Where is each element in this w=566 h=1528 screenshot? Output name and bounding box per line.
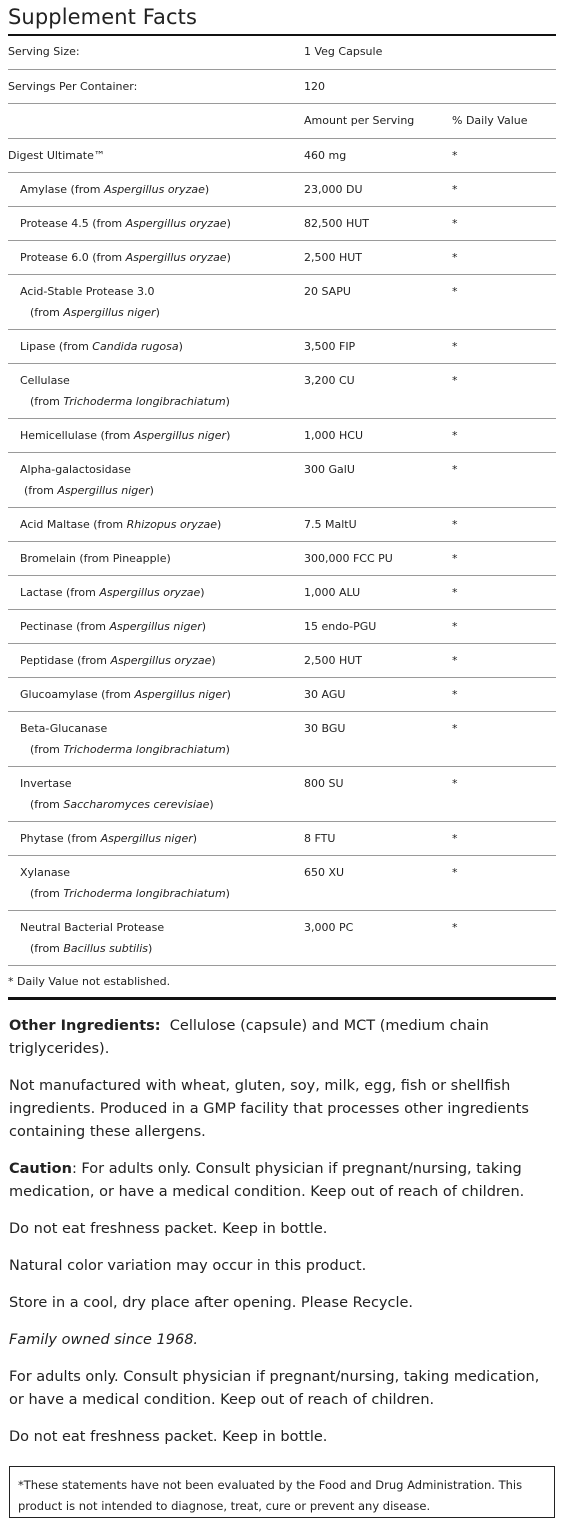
ingredient-name [8, 145, 298, 166]
ingredient-name: Peptidase (from Aspergillus oryzae) [20, 654, 216, 667]
ingredient-daily-value: * [452, 722, 458, 735]
ingredient-amount: 300,000 FCC PU [304, 552, 393, 565]
family-text: Family owned since 1968. [9, 1332, 199, 1348]
caution-text: : For adults only. Consult physician if pregnant/nursing, taking medication, or have a medical condition. Keep out of reach of children. [9, 1161, 525, 1200]
source-organism: Aspergillus niger [109, 620, 202, 633]
ingredient-amount: 30 AGU [304, 688, 346, 701]
source-organism: Aspergillus niger [133, 429, 227, 442]
ingredient-label: Neutral Bacterial Protease [20, 921, 165, 934]
ingredient-label: Phytase (from [20, 832, 101, 845]
ingredient-row [8, 644, 556, 678]
ingredient-label: Pectinase (from [20, 620, 110, 633]
ingredient-name: Glucoamylase (from Aspergillus niger) [20, 688, 231, 701]
ingredient-daily-value: * [452, 429, 458, 442]
ingredient-label: Acid Maltase (from [20, 518, 127, 531]
adults-statement: For adults only. Consult physician if pregnant/nursing, taking medication, or have a medical condition. Keep out of reach of children. [9, 1369, 540, 1408]
ingredient-label: Protease 6.0 (from [20, 251, 126, 264]
ingredient-row [8, 856, 556, 911]
ingredient-name [20, 459, 310, 501]
ingredient-amount: 2,500 HUT [304, 251, 363, 264]
ingredient-row [8, 275, 556, 330]
ingredient-row [8, 542, 556, 576]
ingredient-amount: 8 FTU [304, 832, 336, 845]
ingredient-row [8, 453, 556, 508]
ingredient-daily-value: * [452, 251, 458, 264]
ingredient-daily-value: * [452, 586, 458, 599]
ingredient-row [8, 911, 556, 966]
ingredient-amount: 3,200 CU [304, 374, 355, 387]
ingredient-daily-value: * [452, 777, 458, 790]
ingredient-name: Protease 6.0 (from Aspergillus oryzae) [20, 251, 231, 264]
ingredient-daily-value: * [452, 518, 458, 531]
ingredient-row [8, 712, 556, 767]
ingredient-daily-value: * [452, 921, 458, 934]
ingredient-label: Peptidase (from [20, 654, 111, 667]
header-row [8, 104, 556, 139]
ingredient-label: Protease 4.5 (from [20, 217, 126, 230]
ingredient-daily-value: * [452, 217, 458, 230]
panel-title: Supplement Facts [8, 5, 197, 29]
servings-label: Servings Per Container: [8, 80, 138, 93]
ingredient-amount: 20 SAPU [304, 285, 351, 298]
ingredient-daily-value: * [452, 654, 458, 667]
ingredient-row [8, 576, 556, 610]
ingredient-name: Acid Maltase (from Rhizopus oryzae) [20, 518, 222, 531]
ingredient-row [8, 173, 556, 207]
source-organism: Aspergillus niger [100, 832, 193, 845]
ingredient-name [20, 917, 310, 959]
ingredient-label: Xylanase [20, 866, 71, 879]
ingredient-amount: 2,500 HUT [304, 654, 363, 667]
family-statement [9, 1329, 549, 1352]
source-prefix: (from [30, 743, 64, 756]
ingredient-amount: 15 endo-PGU [304, 620, 377, 633]
label-text [9, 1015, 549, 1463]
ingredient-amount: 460 mg [304, 149, 347, 162]
ingredient-amount: 23,000 DU [304, 183, 363, 196]
ingredient-label: Alpha-galactosidase [20, 463, 131, 476]
source-organism: Saccharomyces cerevisiae [63, 798, 210, 811]
ingredient-amount: 650 XU [304, 866, 345, 879]
serving-size-value: 1 Veg Capsule [304, 45, 383, 58]
source-organism: Aspergillus niger [57, 484, 150, 497]
freshness-statement-2: Do not eat freshness packet. Keep in bottle. [9, 1429, 328, 1445]
fda-disclaimer: *These statements have not been evaluated by the Food and Drug Administration. This product is not intended to diagnose, treat, cure or prevent any disease. [9, 1466, 555, 1518]
source-organism: Candida rugosa [92, 340, 179, 353]
serving-size-label: Serving Size: [8, 45, 80, 58]
ingredient-row [8, 364, 556, 419]
footnote-divider [8, 997, 556, 1000]
ingredient-daily-value: * [452, 832, 458, 845]
ingredient-name: Hemicellulase (from Aspergillus niger) [20, 429, 231, 442]
servings-value: 120 [304, 80, 325, 93]
color-statement: Natural color variation may occur in this product. [9, 1258, 367, 1274]
ingredient-list [8, 139, 556, 966]
serving-size-row [8, 35, 556, 70]
ingredient-amount: 7.5 MaltU [304, 518, 357, 531]
source-prefix: (from [24, 484, 58, 497]
ingredient-name: Protease 4.5 (from Aspergillus oryzae) [20, 217, 231, 230]
ingredient-row [8, 139, 556, 173]
ingredient-name [20, 862, 310, 904]
ingredient-name [20, 370, 310, 412]
ingredient-row [8, 330, 556, 364]
ingredient-daily-value: * [452, 285, 458, 298]
ingredient-name [20, 718, 310, 760]
ingredient-label: Lipase (from [20, 340, 93, 353]
ingredient-name: Lipase (from Candida rugosa) [20, 340, 183, 353]
ingredient-amount: 1,000 ALU [304, 586, 361, 599]
ingredient-label: Hemicellulase (from [20, 429, 134, 442]
ingredient-row [8, 207, 556, 241]
ingredient-name [20, 773, 310, 815]
ingredient-name: Amylase (from Aspergillus oryzae) [20, 183, 210, 196]
amount-header: Amount per Serving [304, 114, 415, 127]
ingredient-daily-value: * [452, 866, 458, 879]
ingredient-row [8, 822, 556, 856]
ingredient-name [20, 281, 310, 323]
ingredient-daily-value: * [452, 374, 458, 387]
ingredient-daily-value: * [452, 688, 458, 701]
other-ingredients [9, 1015, 549, 1061]
ingredient-label: Cellulase [20, 374, 70, 387]
caution-label: Caution [9, 1161, 72, 1177]
source-prefix: (from [30, 887, 64, 900]
allergen-statement: Not manufactured with wheat, gluten, soy, milk, egg, fish or shellfish ingredients. Produced in a GMP facility that processes other ingredients containing these allergens. [9, 1078, 529, 1140]
facts-table [8, 35, 556, 1000]
source-prefix: (from [30, 942, 64, 955]
ingredient-daily-value: * [452, 340, 458, 353]
source-organism: Trichoderma longibrachiatum [63, 887, 226, 900]
ingredient-label: Beta-Glucanase [20, 722, 108, 735]
ingredient-amount: 1,000 HCU [304, 429, 363, 442]
ingredient-daily-value: * [452, 149, 458, 162]
ingredient-label: Invertase [20, 777, 72, 790]
ingredient-amount: 30 BGU [304, 722, 346, 735]
ingredient-source-line: (from Aspergillus niger) [30, 306, 160, 319]
ingredient-row [8, 678, 556, 712]
ingredient-label: Glucoamylase (from [20, 688, 135, 701]
ingredient-source-line: (from Saccharomyces cerevisiae) [30, 798, 214, 811]
source-organism: Aspergillus oryzae [125, 217, 227, 230]
ingredient-label: Digest Ultimate™ [8, 149, 105, 162]
ingredient-source-line: (from Bacillus subtilis) [30, 942, 153, 955]
ingredient-amount: 300 GalU [304, 463, 355, 476]
ingredient-row [8, 610, 556, 644]
source-organism: Aspergillus niger [63, 306, 156, 319]
daily-value-footnote: * Daily Value not established. [8, 975, 171, 988]
ingredient-row [8, 241, 556, 275]
ingredient-source-line: (from Trichoderma longibrachiatum) [30, 395, 230, 408]
ingredient-amount: 3,500 FIP [304, 340, 356, 353]
source-prefix: (from [30, 306, 64, 319]
source-organism: Bacillus subtilis [63, 942, 148, 955]
ingredient-daily-value: * [452, 620, 458, 633]
ingredient-source-line: (from Trichoderma longibrachiatum) [30, 887, 230, 900]
ingredient-amount: 82,500 HUT [304, 217, 370, 230]
other-ingredients-text: Cellulose (capsule) and MCT (medium chain triglycerides). [9, 1018, 489, 1057]
ingredient-daily-value: * [452, 183, 458, 196]
ingredient-amount: 3,000 PC [304, 921, 354, 934]
source-prefix: (from [30, 395, 64, 408]
source-organism: Aspergillus oryzae [110, 654, 212, 667]
ingredient-name: Pectinase (from Aspergillus niger) [20, 620, 207, 633]
dv-header: % Daily Value [452, 114, 528, 127]
ingredient-name: Lactase (from Aspergillus oryzae) [20, 586, 205, 599]
ingredient-source-line: (from Trichoderma longibrachiatum) [30, 743, 230, 756]
source-organism: Aspergillus oryzae [125, 251, 227, 264]
ingredient-name: Phytase (from Aspergillus niger) [20, 832, 198, 845]
ingredient-daily-value: * [452, 463, 458, 476]
ingredient-label: Acid-Stable Protease 3.0 [20, 285, 155, 298]
footnote-row [8, 966, 556, 1000]
ingredient-label: Lactase (from [20, 586, 100, 599]
servings-row [8, 70, 556, 104]
ingredient-row [8, 767, 556, 822]
source-prefix: (from [30, 798, 64, 811]
ingredient-row [8, 508, 556, 542]
ingredient-name [20, 548, 310, 569]
ingredient-row [8, 419, 556, 453]
source-organism: Trichoderma longibrachiatum [63, 395, 226, 408]
source-organism: Rhizopus oryzae [126, 518, 218, 531]
source-organism: Aspergillus niger [134, 688, 227, 701]
ingredient-source-line: (from Aspergillus niger) [24, 484, 154, 497]
source-organism: Aspergillus oryzae [103, 183, 205, 196]
caution-statement [9, 1158, 549, 1204]
ingredient-amount: 800 SU [304, 777, 344, 790]
ingredient-daily-value: * [452, 552, 458, 565]
source-organism: Trichoderma longibrachiatum [63, 743, 226, 756]
storage-statement: Store in a cool, dry place after opening. Please Recycle. [9, 1295, 414, 1311]
other-ingredients-label: Other Ingredients: [9, 1018, 161, 1034]
source-organism: Aspergillus oryzae [99, 586, 201, 599]
freshness-statement: Do not eat freshness packet. Keep in bottle. [9, 1221, 328, 1237]
ingredient-label: Bromelain (from Pineapple) [20, 552, 171, 565]
ingredient-label: Amylase (from [20, 183, 104, 196]
